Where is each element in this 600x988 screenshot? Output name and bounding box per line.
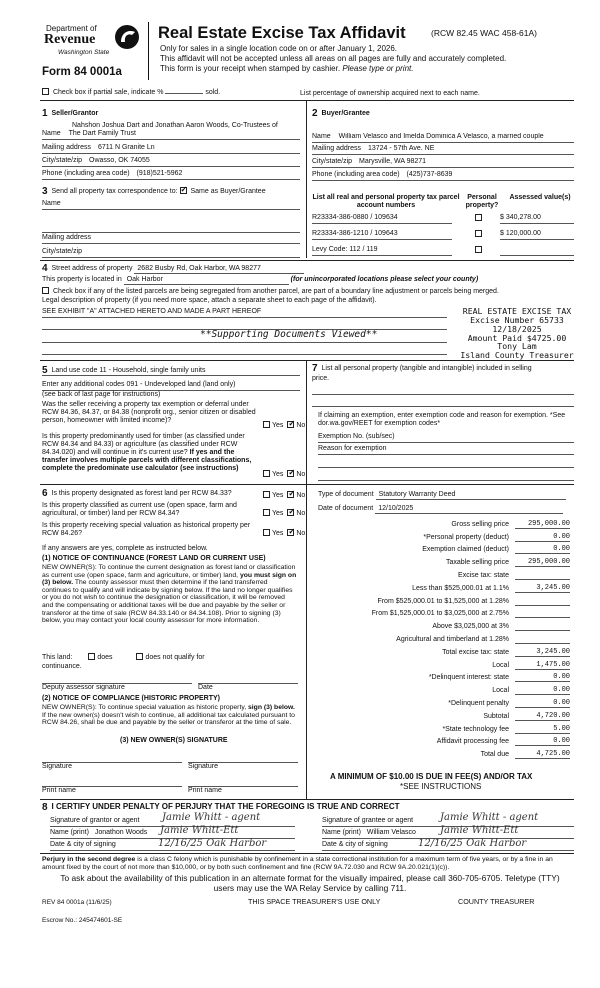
yes-label: Yes (272, 530, 284, 537)
notice1-body (42, 564, 297, 625)
grantor-date-label: Date & city of signing (50, 841, 116, 848)
calc-label: Less than $525,000.01 at 1.1% (412, 584, 509, 592)
located-row (42, 276, 574, 285)
section3-label: Send all property tax correspondence to: (51, 188, 178, 195)
section-number: 3 (42, 186, 48, 197)
no-label: No (296, 492, 306, 499)
section-number: 6 (42, 488, 48, 499)
q2-yes-checkbox[interactable] (263, 470, 270, 477)
seller-phone-label: Phone (including area code) (42, 170, 130, 177)
buyer-mailing-value: 13724 - 57th Ave. NE (367, 145, 435, 152)
additional-codes-label: Enter any additional codes (42, 381, 125, 388)
exemption-label: If claiming an exemption, enter exemption code and reason for exemption. (318, 412, 548, 419)
calc-label: *State technology fee (442, 725, 509, 733)
owner-signature-line[interactable] (42, 762, 182, 771)
seller-heading-label: Seller/Grantor (51, 110, 99, 117)
reason-line[interactable] (318, 460, 574, 468)
calc-row (312, 516, 570, 529)
column-divider (306, 360, 307, 485)
assessed-value[interactable]: $ 120,000.00 (500, 230, 574, 240)
located-value[interactable]: Oak Harbor (124, 276, 289, 285)
reason-line[interactable] (318, 473, 574, 481)
partial-sale-checkbox[interactable] (42, 88, 49, 95)
calc-value[interactable]: 4,720.00 (515, 712, 570, 721)
calc-value[interactable]: 0.00 (515, 545, 570, 554)
column-divider (306, 484, 307, 799)
buyer-heading (312, 108, 370, 120)
see-back-note: (see back of last page for instructions) (42, 391, 161, 398)
grantee-sig-label: Signature of grantee or agent (322, 817, 414, 824)
calc-row (312, 670, 570, 683)
section3-mailing-label: Mailing address (42, 234, 92, 241)
buyer-city-field[interactable] (312, 158, 574, 168)
form-number: Form 84 0001a (42, 66, 122, 78)
does-checkbox[interactable] (88, 653, 95, 660)
deputy-signature-label: Deputy assessor signature (42, 684, 125, 691)
personal-property-line[interactable] (312, 387, 574, 395)
street-label: Street address of property (51, 265, 133, 272)
levy-row (312, 246, 574, 255)
personal-col-header: Personal property? (465, 194, 499, 210)
assessed-value[interactable]: $ 340,278.00 (500, 214, 574, 224)
exemption-url-note: *See dor.wa.gov/REET for exemption codes* (318, 412, 566, 428)
seller-mailing-value: 6711 N Granite Ln (97, 144, 155, 151)
if-yes-note: If any answers are yes, complete as instructed below. (42, 545, 208, 552)
rev-number: REV 84 0001a (11/6/25) (42, 899, 112, 906)
street-value[interactable]: 2682 Busby Rd, Oak Harbor, WA 98277 (134, 265, 304, 274)
notice1-title: (1) NOTICE OF CONTINUANCE (FOREST LAND OR CURRENT USE) (42, 555, 266, 562)
stamp-line: Amount Paid $4725.00 (467, 332, 567, 343)
calc-value[interactable]: 3,245.00 (515, 648, 570, 657)
exemption-note (318, 412, 568, 428)
grantor-name-handwritten: Jamie Whitt-Ett (160, 825, 239, 836)
does-not-checkbox[interactable] (136, 653, 143, 660)
additional-codes-field[interactable] (42, 381, 300, 391)
grantee-name-label: Name (print) (322, 829, 361, 836)
owner-signature-line[interactable] (188, 762, 298, 771)
located-label: This property is located in (42, 276, 122, 283)
legal-label: Legal description of property (if you need more space, attach a separate sheet to each page of the affidavit). (42, 297, 377, 304)
calc-row (312, 580, 570, 593)
calc-label: From $1,525,000.01 to $3,025,000 at 2.75% (371, 610, 509, 618)
buyer-city-label: City/state/zip (312, 158, 353, 165)
assessed-col-header: Assessed value(s) (509, 194, 571, 201)
stamp-line: REAL ESTATE EXCISE TAX (462, 306, 572, 316)
land-use-field[interactable] (42, 365, 300, 376)
legal-description-value: SEE EXHIBIT "A" ATTACHED HERETO AND MADE A PART HEREOF (42, 308, 262, 315)
page-title: Real Estate Excise Tax Affidavit (158, 24, 406, 42)
continuance-label: continuance. (42, 663, 82, 670)
section-number: 4 (42, 263, 48, 274)
perjury-note (42, 856, 576, 872)
seller-city-value: Owasso, OK 74055 (89, 157, 150, 164)
current-use-question: Is this property classified as current use (open space, farm and agricultural, or timber) land per RCW 84.34? (42, 502, 237, 518)
doc-type-row (318, 491, 566, 500)
levy-label: Levy Code: (312, 246, 348, 253)
ownership-note: List percentage of ownership acquired next to each name. (300, 90, 480, 97)
calc-value[interactable] (515, 617, 570, 618)
notice2-body (42, 704, 297, 727)
seller-heading (42, 108, 98, 120)
yes-label: Yes (272, 471, 284, 478)
calc-value[interactable] (515, 579, 570, 580)
calc-row (312, 657, 570, 670)
dor-logo (42, 22, 142, 62)
calc-value[interactable]: 5.00 (515, 725, 570, 734)
calc-label: Above $3,025,000 at 3% (432, 623, 509, 631)
calc-row (312, 708, 570, 721)
seller-phone-field[interactable] (42, 170, 300, 180)
seller-mailing-label: Mailing address (42, 144, 92, 151)
land-use-label: Land use code (51, 367, 98, 374)
header-note3 (160, 64, 413, 73)
divider (40, 799, 574, 800)
stamp-line: Island County Treasurer (460, 350, 574, 361)
s6q2-yes-checkbox[interactable] (263, 509, 270, 516)
section3-name-label: Name (42, 200, 61, 207)
calc-label: *Delinquent penalty (448, 699, 509, 707)
calc-label: Subtotal (483, 712, 509, 720)
same-as-buyer-checkbox[interactable] (180, 187, 187, 194)
supporting-docs-stamp: **Supporting Documents Viewed** (200, 329, 378, 340)
seller-mailing-field[interactable] (42, 144, 300, 154)
calc-row (312, 567, 570, 580)
notice1-text: NEW OWNER(S): To continue the current designation as forest land or classification as current use (open space, farm and agriculture, or timber) land, (42, 564, 296, 579)
buyer-mailing-field[interactable] (312, 145, 574, 155)
segregated-label: Check box if any of the listed parcels are being segregated from another parcel, are part of a boundary line adjustment or parcels being merged. (52, 288, 499, 295)
s6q3-yes-checkbox[interactable] (263, 529, 270, 536)
county-treasurer-label: COUNTY TREASURER (458, 897, 535, 906)
doc-type-value[interactable]: Statutory Warranty Deed (376, 491, 566, 500)
calc-row (312, 593, 570, 606)
section3-blank-line[interactable] (42, 223, 300, 233)
does-not-label: does not qualify for (145, 654, 205, 661)
print-name-label: Print name (188, 787, 222, 794)
grantor-name-value: Jonathon Woods (94, 829, 148, 836)
timber-question-text: Is this property predominantly used for timber (as classified under RCW 84.34 and 84.33) or agriculture (as classified under RCW 84.34.020) and will continue in it's current use? (42, 433, 245, 457)
divider (40, 360, 574, 361)
s6q3-no-checkbox[interactable] (287, 529, 294, 536)
calc-value[interactable]: 0.00 (515, 686, 570, 695)
calc-row (312, 631, 570, 644)
section3-city-field[interactable] (42, 248, 300, 258)
personal-property-list (312, 363, 542, 383)
deputy-date-line[interactable] (198, 683, 298, 692)
calc-value[interactable] (515, 605, 570, 606)
seller-name-field[interactable] (42, 130, 300, 140)
note3-text: This form is your receipt when stamped by cashier. (160, 64, 341, 73)
section-number: 1 (42, 108, 48, 119)
q2-no-checkbox[interactable] (287, 470, 294, 477)
segregated-checkbox[interactable] (42, 287, 49, 294)
calc-value[interactable]: 0.00 (515, 737, 570, 746)
seller-city-field[interactable] (42, 157, 300, 167)
seller-name-value: The Dart Family Trust (68, 130, 136, 137)
calc-value[interactable]: 3,245.00 (515, 584, 570, 593)
calc-label: *Delinquent interest: state (428, 674, 509, 682)
buyer-heading-label: Buyer/Grantee (321, 110, 370, 117)
timber-question (42, 433, 257, 473)
treasurer-stamp (444, 307, 590, 360)
s6q2-no-checkbox[interactable] (287, 509, 294, 516)
calc-label: Total excise tax: state (442, 648, 509, 656)
s6q1-yes-checkbox[interactable] (263, 491, 270, 498)
calc-row (312, 734, 570, 747)
calc-row (312, 682, 570, 695)
tax-calculation (312, 516, 570, 759)
section3-city-label: City/state/zip (42, 248, 83, 255)
divider (40, 484, 574, 485)
treasurer-space-label: THIS SPACE TREASURER'S USE ONLY (248, 897, 381, 906)
dept-line3: Washington State (58, 49, 110, 56)
calc-label: From $525,000.01 to $1,525,000 at 1.28% (377, 597, 509, 605)
land-use-value: 11 - Household, single family units (99, 367, 206, 374)
perjury-text: is a class C felony which is punishable by confinement in a state correctional institution for a maximum term of five years, or by a fine in an amount fixed by the court of not more than $10,000, or by both such confinement and fine (RCW 9A.72.030 and RCW 9A.20.021(1)(c)). (42, 856, 553, 871)
calc-row (312, 606, 570, 619)
grantor-signature: Jamie Whitt - agent (162, 812, 261, 823)
calc-value[interactable] (515, 643, 570, 644)
this-land-row (42, 653, 205, 662)
grantee-name-value: William Velasco (366, 829, 416, 836)
calc-label: Local (492, 661, 509, 669)
owner-print-line[interactable] (42, 786, 182, 795)
header-note2: This affidavit will not be accepted unless all areas on all pages are fully and accurately completed. (160, 54, 507, 63)
yes-label: Yes (272, 510, 284, 517)
buyer-phone-field[interactable] (312, 171, 574, 181)
section-number: 2 (312, 108, 318, 119)
alt-format-note: To ask about the availability of this publication in an alternate format for the visually impaired, please call 360-705-6705. Teletype (TTY) users may use the WA Relay Service by calling 711. (60, 873, 560, 893)
certify-text: I CERTIFY UNDER PENALTY OF PERJURY THAT THE FOREGOING IS TRUE AND CORRECT (51, 802, 400, 811)
calc-value[interactable]: 4,725.00 (515, 750, 570, 759)
doc-date-value[interactable]: 12/10/2025 (375, 505, 563, 514)
doc-date-label: Date of document (318, 505, 374, 512)
signature-label: Signature (42, 763, 72, 770)
notice1-bold: you must sign on (3) below. (42, 571, 297, 587)
s6q1-yes-no (263, 491, 305, 500)
notice3-title: (3) NEW OWNER(S) SIGNATURE (120, 737, 228, 744)
does-label: does (97, 654, 113, 661)
calc-row (312, 746, 570, 759)
legal-line[interactable] (42, 333, 447, 343)
perjury-bold: Perjury in the second degree (42, 856, 136, 863)
personal-property-checkbox[interactable] (475, 246, 482, 253)
q1-yes-checkbox[interactable] (263, 421, 270, 428)
calc-value[interactable]: 295,000.00 (515, 558, 570, 567)
sold-label: sold. (205, 89, 221, 96)
buyer-name-label: Name (312, 133, 331, 140)
parcel-col-header: List all real and personal property tax parcel account numbers (312, 194, 460, 210)
seller-phone-value: (918)521-5962 (136, 170, 183, 177)
timber-question-bold: If yes and the transfer involves multiple parcels with different classifications, complete the predominate use calculator (see instructions) (42, 449, 252, 473)
calc-value[interactable]: 295,000.00 (515, 520, 570, 529)
calc-row (312, 618, 570, 631)
section3-row (42, 186, 266, 198)
s6q3-yes-no (263, 529, 305, 538)
partial-sale-row (42, 88, 220, 97)
levy-value: 112 / 119 (349, 246, 378, 253)
buyer-name-field[interactable] (312, 133, 574, 143)
calc-value[interactable] (515, 630, 570, 631)
grantee-date-label: Date & city of signing (322, 841, 388, 848)
s6q1-no-checkbox[interactable] (287, 491, 294, 498)
no-label: No (296, 422, 306, 429)
yes-label: Yes (272, 492, 284, 499)
note3-italic: Please type or print. (342, 64, 414, 73)
buyer-phone-label: Phone (including area code) (312, 171, 400, 178)
calc-row (312, 644, 570, 657)
q1-no-checkbox[interactable] (287, 421, 294, 428)
seller-city-label: City/state/zip (42, 157, 83, 164)
stamp-line: 12/18/2025 (492, 323, 542, 334)
grantee-signature: Jamie Whitt - agent (440, 812, 539, 823)
header-divider (148, 22, 149, 80)
forest-question (42, 488, 267, 500)
section-number: 5 (42, 365, 48, 376)
calc-label: Local (492, 687, 509, 695)
calc-label: Gross selling price (451, 520, 509, 528)
legal-line[interactable] (42, 345, 447, 355)
calc-label: Agricultural and timberland at 1.28% (396, 635, 509, 643)
reason-label: Reason for exemption (318, 445, 387, 452)
divider (40, 853, 574, 854)
grantor-name-label: Name (print) (50, 829, 89, 836)
calc-label: *Personal property (deduct) (423, 533, 509, 541)
no-label: No (296, 530, 306, 537)
calc-row (312, 721, 570, 734)
notice2-text: NEW OWNER(S): To continue special valuation as historic property, (42, 704, 247, 711)
deputy-date-label: Date (198, 684, 213, 691)
stamp-line: Excise Number 65733 (470, 314, 564, 325)
rcw-reference: (RCW 82.45 WAC 458-61A) (431, 28, 537, 38)
personal-property-checkbox[interactable] (475, 230, 482, 237)
parcel-row (312, 230, 574, 239)
s6q2-yes-no (263, 509, 305, 518)
personal-property-label: List all personal property (tangible and intangible) included in selling price. (312, 365, 532, 382)
divider (40, 100, 574, 101)
buyer-phone-value: (425)737-8639 (406, 171, 453, 178)
calc-value[interactable]: 0.00 (515, 673, 570, 682)
levy-code-field[interactable] (312, 246, 452, 256)
calc-row (312, 695, 570, 708)
partial-sale-label: Check box if partial sale, indicate % (52, 89, 164, 96)
notice1-text2: The county assessor must then determine if the land transferred continues to qualify and will indicate by signing below. If the land no longer qualifies or you do not wish to continue the designation or classification, it will be removed and the compensating or additional taxes will be due and payable by the seller or transferor at the time of sale (RCW 84.33.140 or 84.34.108). Prior to signing (3) below, you may contact your local county assessor for more information. (42, 579, 293, 625)
section-number: 7 (312, 363, 318, 374)
q1-yes-no (263, 421, 305, 430)
calc-row (312, 554, 570, 567)
historic-question: Is this property receiving special valuation as historical property per RCW 84.26? (42, 522, 251, 538)
section3-name-field[interactable] (42, 200, 300, 210)
personal-property-line[interactable] (312, 399, 574, 407)
section-number: 8 (42, 802, 48, 813)
personal-property-checkbox[interactable] (475, 214, 482, 221)
calc-label: Exemption claimed (deduct) (422, 546, 509, 554)
stamp-line: Tony Lam (497, 341, 537, 352)
calc-row (312, 529, 570, 542)
owner-print-line[interactable] (188, 786, 298, 795)
parcel-number[interactable]: R23334-386-0880 / 109634 (312, 214, 452, 224)
parcel-number[interactable]: R23334-386-1210 / 109643 (312, 230, 452, 240)
buyer-city-value: Marysville, WA 98271 (359, 158, 427, 165)
calc-value[interactable]: 0.00 (515, 533, 570, 542)
legal-description-field[interactable] (42, 308, 447, 318)
grantor-sig-label: Signature of grantor or agent (50, 817, 140, 824)
calc-label: Taxable selling price (445, 559, 509, 567)
calc-value[interactable]: 0.00 (515, 699, 570, 708)
doc-type-label: Type of document (318, 491, 374, 498)
street-row (42, 263, 304, 275)
exemption-question: Was the seller receiving a property tax exemption or deferral under RCW 84.36, 84.37, or 84.38 (nonprofit org., senior citizen or disabled person, homeowner with limited income)? (42, 401, 256, 425)
escrow-number: Escrow No.: 245474601-SE (42, 917, 123, 924)
deputy-signature-line[interactable] (42, 683, 192, 692)
section3-mailing-field[interactable] (42, 234, 300, 244)
calc-label: Affidavit processing fee (436, 738, 509, 746)
dept-line1: Department of (46, 24, 97, 33)
reason-field[interactable] (318, 445, 574, 455)
minimum-due-note: A MINIMUM OF $10.00 IS DUE IN FEE(S) AND/OR TAX (330, 772, 533, 781)
grantee-name-handwritten: Jamie Whitt-Ett (440, 825, 519, 836)
grantee-date-handwritten: 12/16/25 Oak Harbor (418, 838, 527, 849)
parcel-row (312, 214, 574, 223)
q2-yes-no (263, 470, 305, 479)
same-as-buyer-label: Same as Buyer/Grantee (190, 188, 266, 195)
header-note1: Only for sales in a single location code on or after January 1, 2026. (160, 44, 398, 53)
no-label: No (296, 471, 306, 478)
seller-name-label: Name (42, 130, 61, 137)
exemption-no-label: Exemption No. (sub/sec) (318, 433, 395, 440)
exemption-no-field[interactable] (318, 433, 574, 443)
see-instructions-note: *SEE INSTRUCTIONS (400, 782, 482, 791)
no-label: No (296, 510, 306, 517)
notice2-bold: sign (3) below. (248, 704, 295, 711)
forest-question-text: Is this property designated as forest land per RCW 84.33? (51, 490, 232, 497)
calc-label: Total due (480, 751, 509, 759)
calc-value[interactable]: 1,475.00 (515, 661, 570, 670)
notice2-title: (2) NOTICE OF COMPLIANCE (HISTORIC PROPERTY) (42, 695, 220, 702)
grantor-date-handwritten: 12/16/25 Oak Harbor (158, 838, 267, 849)
doc-date-row (318, 505, 563, 514)
column-divider (306, 100, 307, 258)
buyer-mailing-label: Mailing address (312, 145, 362, 152)
notice2-text2: If the new owner(s) doesn't wish to continue, all additional tax calculated pursuant to RCW 84.26, shall be due and payable by the seller or transferor at the time of sale. (42, 711, 295, 727)
signature-label: Signature (188, 763, 218, 770)
unincorporated-note: (for unincorporated locations please select your county) (290, 276, 479, 283)
assessed-value-blank[interactable] (500, 246, 574, 256)
seller-name-line1: Nahshon Joshua Dart and Jonathan Aaron Woods, Co-Trustees of (72, 122, 278, 129)
calc-row (312, 542, 570, 555)
this-land-label: This land: (42, 654, 73, 661)
print-name-label: Print name (42, 787, 76, 794)
calc-label: Excise tax: state (458, 571, 509, 579)
partial-sale-percent[interactable] (165, 93, 203, 94)
buyer-name-value: William Velasco and Imelda Dominica A Velasco, a married couple (338, 133, 544, 140)
yes-label: Yes (272, 422, 284, 429)
dept-line2: Revenue (44, 32, 96, 47)
dor-logo-icon (114, 24, 140, 50)
divider (40, 260, 574, 261)
additional-codes-value: 091 - Undeveloped land (land only) (126, 381, 236, 388)
segregated-row (42, 287, 499, 296)
